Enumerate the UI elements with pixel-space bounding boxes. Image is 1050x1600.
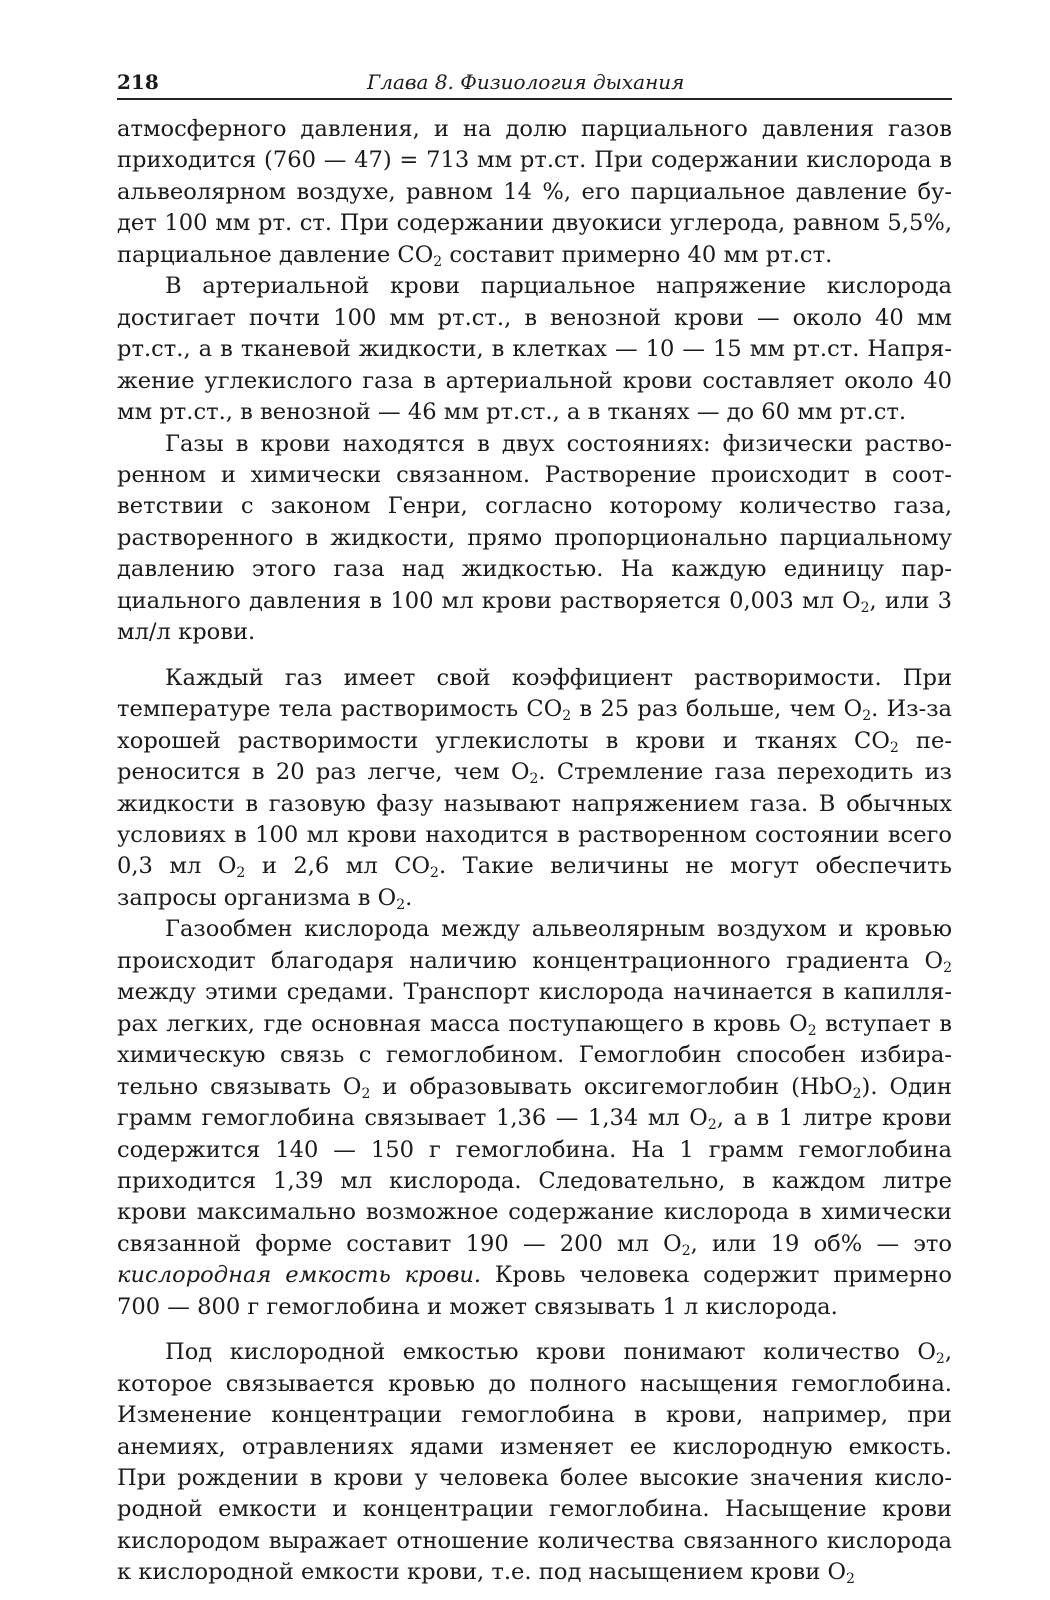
book-page: [117, 62, 952, 1589]
page-number: 218: [117, 70, 159, 94]
paragraph-6: Под кислородной емкостью крови понимают количество $О_2$, которое связывается кровью до полного насыщения гемоглобина. Изменение концентрации гемоглобина в крови, например, при анемиях, отравлениях ядами изменяет ее кислородную емкость. При рождении в крови у человека более высокие значения кислородной емкости и концентрации гемоглобина. Насыщение крови кислородом выражает отношение количества связанного кислорода к кислородной емкости крови, т.е. под насыщением крови $О_2$: [117, 1339, 952, 1588]
paragraph-2: В артериальной крови парциальное напряжение кислорода достигает почти 100 мм рт.ст., в венозной крови — около 40 мм рт.ст., а в тканевой жидкости, в клетках — 10 — 15 мм рт.ст. Напряжение углекислого газа в артериальной крови составляет около 40 мм рт.ст., в венозной — 46 мм рт.ст., а в тканях — до 60 мм рт.ст.: [117, 273, 952, 426]
page-header: [117, 62, 952, 100]
body-text: [117, 114, 952, 1589]
running-head: Глава 8. Физиология дыхания: [367, 70, 685, 94]
paragraph-5: Газообмен кислорода между альвеолярным воздухом и кровью происходит благодаря наличию концентрационного градиента $О_2$ между этими средами. Транспорт кислорода начинается в капиллярах легких, где основная масса поступающего в кровь $О_2$ вступает в химическую связь с гемоглобином. Гемоглобин способен избирательно связывать $О_2$ и образовывать оксигемоглобин (НbО$_2$). Один грамм гемоглобина связывает 1,36 — 1,34 мл $О_2$, а в 1 литре крови содержится 140 — 150 г гемоглобина. На 1 грамм гемоглобина приходится 1,39 мл кислорода. Следовательно, в каждом литре крови максимально возможное содержание кислорода в химически связанной форме составит 190 — 200 мл $О_2$, или 19 об% — это кислородная емкость крови. Кровь человека содержит примерно 700 — 800 г гемоглобина и может связывать 1 л кислорода.: [117, 916, 952, 1320]
paragraph-4: Каждый газ имеет свой коэффициент растворимости. При температуре тела растворимость $СО_2$ в 25 раз больше, чем $О_2$. Из-за хорошей растворимости углекислоты в крови и тканях $СО_2$ переносится в 20 раз легче, чем $О_2$. Стремление газа переходить из жидкости в газовую фазу называют напряжением газа. В обычных условиях в 100 мл крови находится в растворенном состоянии всего 0,3 мл $О_2$ и 2,6 мл $СО_2$. Такие величины не могут обеспечить запросы организма в $О_2$.: [117, 664, 953, 913]
paragraph-1: атмосферного давления, и на долю парциального давления газов приходится (760 — 47) = 713 мм рт.ст. При содержании кислорода в альвеолярном воздухе, равном 14 %, его парциальное давление будет 100 мм рт. ст. При содержании двуокиси углерода, равном 5,5%, парциальное давление $СО_2$ составит примерно 40 мм рт.ст.: [117, 116, 952, 270]
paragraph-3: Газы в крови находятся в двух состояниях: физически растворенном и химически связанном. Растворение происходит в соответствии с законом Генри, согласно которому количество газа, растворенного в жидкости, прямо пропорционально парциальному давлению этого газа над жидкостью. На каждую единицу парциального давления в 100 мл крови растворяется 0,003 мл $О_2$, или 3 мл/л крови.: [117, 430, 952, 646]
